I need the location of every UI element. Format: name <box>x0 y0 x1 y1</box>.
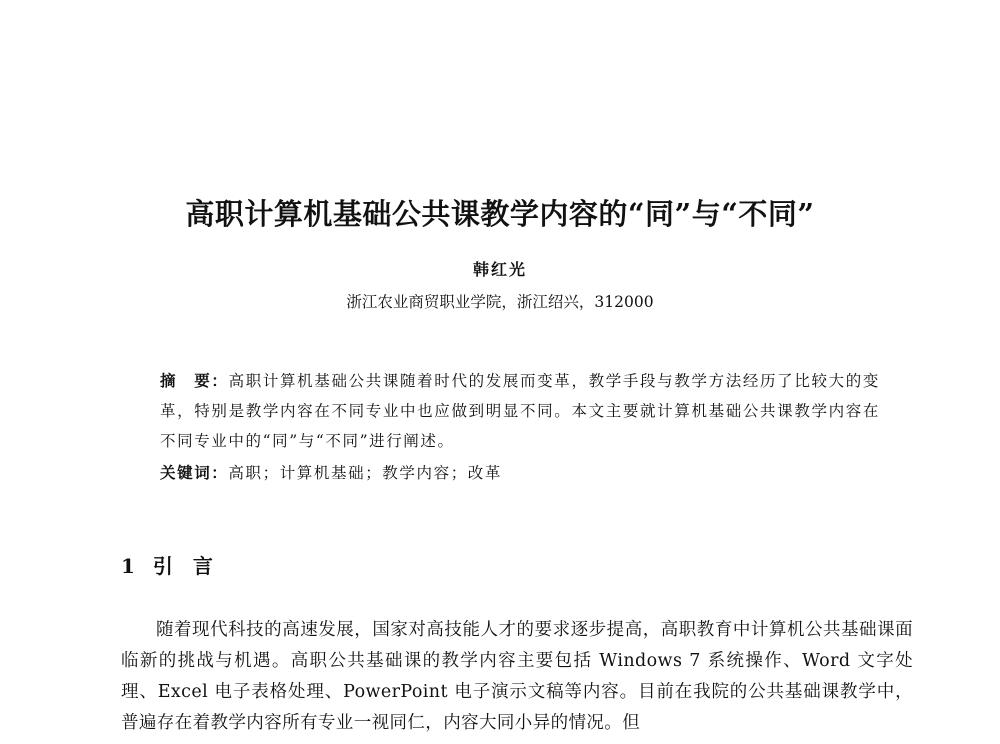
section-number: 1 <box>121 554 135 578</box>
keywords-label: 关键词： <box>160 463 229 482</box>
section-title: 引言 <box>152 554 233 578</box>
section-paragraph: 随着现代科技的高速发展，国家对高技能人才的要求逐步提高，高职教育中计算机公共基础课面临新的挑战与机遇。高职公共基础课的教学内容主要包括 Windows 7 系统操作、Word 文字处理、Excel 电子表格处理、PowerPoint 电子演示文稿等内容。目前在我院的公共基础课教学中，普遍存在着教学内容所有专业一视同仁，内容大同小异的情况。但 <box>121 620 913 733</box>
paper-title: 高职计算机基础公共课教学内容的“同”与“不同” <box>185 197 815 231</box>
section-heading <box>121 551 233 581</box>
paper-author: 韩红光 <box>472 260 527 279</box>
keywords-text: 高职；计算机基础；教学内容；改革 <box>228 464 503 482</box>
abstract-block <box>160 366 880 456</box>
paper-affiliation: 浙江农业商贸职业学院，浙江绍兴，312000 <box>346 293 654 311</box>
abstract-text: 高职计算机基础公共课随着时代的发展而变革，教学手段与教学方法经历了比较大的变革，特别是教学内容在不同专业中也应做到明显不同。本文主要就计算机基础公共课教学内容在不同专业中的“同”与“不同”进行阐述。 <box>160 372 880 450</box>
keywords-block <box>160 458 880 488</box>
abstract-label: 摘 要： <box>160 371 229 390</box>
